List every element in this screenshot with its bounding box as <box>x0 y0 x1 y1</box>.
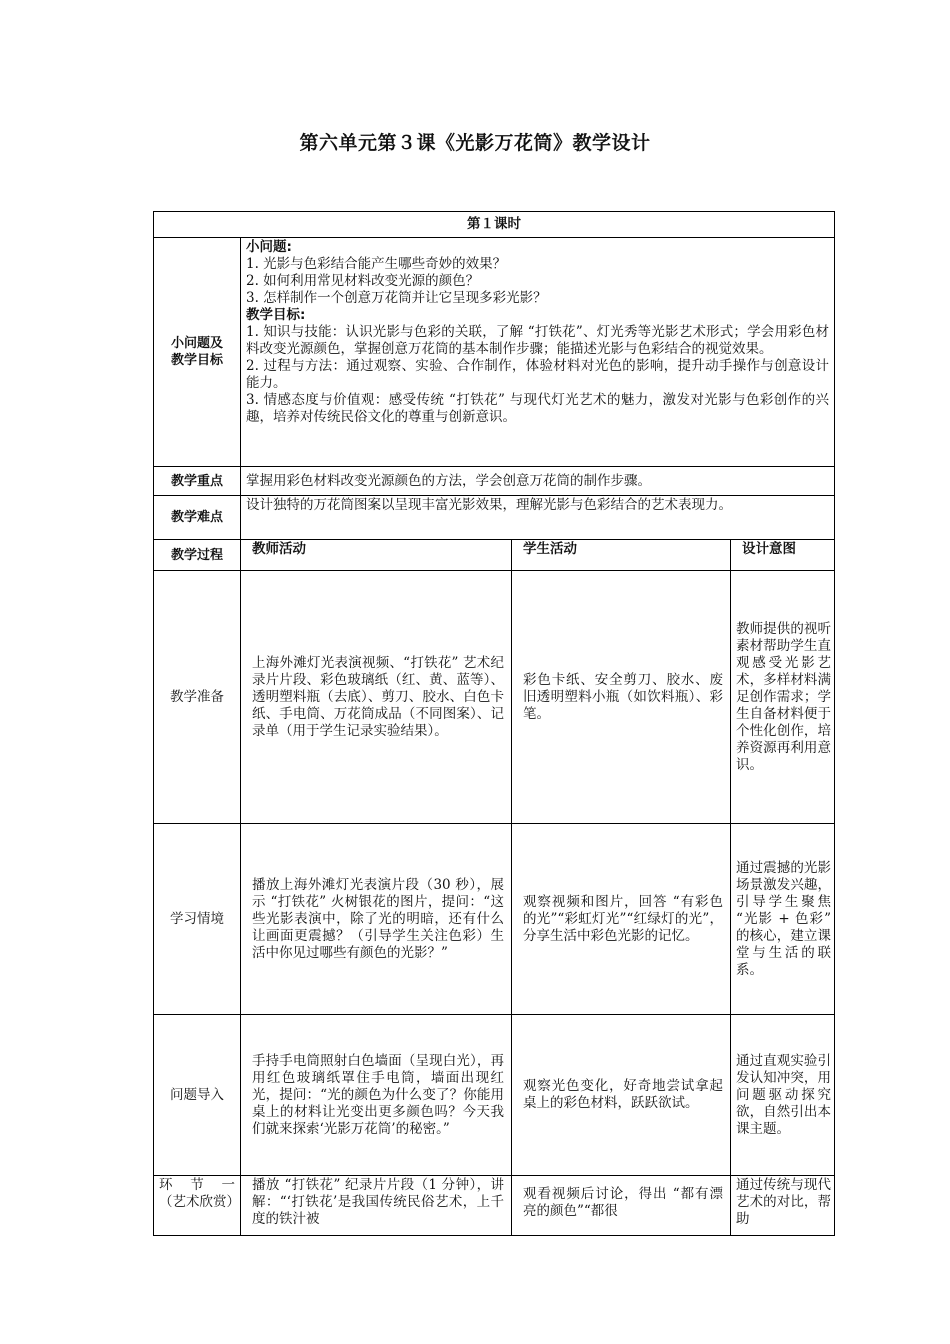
stage-label: 教学准备 <box>154 571 241 824</box>
goals-label-text: 小问题及 教学目标 <box>170 336 223 368</box>
objective-item: 3. 情感态度与价值观：感受传统 “打铁花” 与现代灯光艺术的魅力，激发对光影与色彩创作的兴趣，培养对传统民俗文化的尊重与创新意识。 <box>246 392 829 425</box>
column-header-teacher: 教师活动 <box>241 540 512 571</box>
key-point-row <box>154 467 835 496</box>
column-header-intent: 设计意图 <box>731 540 835 571</box>
design-intent: 教师提供的视听素材帮助学生直观感受光影艺术，多样材料满足创作需求；学生自备材料便于个性化创作，培养资源再利用意识。 <box>731 571 835 824</box>
teacher-activity: 播放上海外滩灯光表演片段（30 秒），展示 “打铁花” 火树银花的图片，提问：“这些光影表演中，除了光的明暗，还有什么让画面更震撼？（引导学生关注色彩）生活中你见过哪些有颜色的光影？” <box>241 824 512 1015</box>
document-title: 第六单元第３课《光影万花筒》教学设计 <box>299 132 651 154</box>
difficulty-text: 设计独特的万花筒图案以呈现丰富光影效果，理解光影与色彩结合的艺术表现力。 <box>241 496 835 540</box>
stage-label: 学习情境 <box>154 824 241 1015</box>
question-item: 1. 光影与色彩结合能产生哪些奇妙的效果？ <box>246 256 507 272</box>
teacher-activity: 上海外滩灯光表演视频、“打铁花” 艺术纪录片片段、彩色玻璃纸（红、黄、蓝等）、透明塑料瓶（去底）、剪刀、胶水、白色卡纸、手电筒、万花筒成品（不同图案）、记录单（用于学生记录实验结果）。 <box>241 571 512 824</box>
design-intent: 通过传统与现代艺术的对比，帮助 <box>731 1176 835 1236</box>
questions-heading: 小问题: <box>246 239 292 255</box>
goals-label <box>154 238 241 467</box>
process-label: 教学过程 <box>154 540 241 571</box>
process-row-situation <box>154 824 835 1015</box>
process-row-appreciation <box>154 1176 835 1236</box>
student-activity: 彩色卡纸、安全剪刀、胶水、废旧透明塑料小瓶（如饮料瓶）、彩笔。 <box>512 571 731 824</box>
difficulty-label: 教学难点 <box>154 496 241 540</box>
process-row-preparation <box>154 571 835 824</box>
objective-item: 2. 过程与方法：通过观察、实验、合作制作，体验材料对光色的影响，提升动手操作与创意设计能力。 <box>246 358 829 391</box>
key-point-text: 掌握用彩色材料改变光源颜色的方法，学会创意万花筒的制作步骤。 <box>241 467 835 496</box>
lesson-plan-table <box>153 211 835 1236</box>
student-activity: 观看视频后讨论，得出 “都有漂亮的颜色”“都很 <box>512 1176 731 1236</box>
process-header-row <box>154 540 835 571</box>
session-row <box>154 212 835 238</box>
objective-item: 1. 知识与技能：认识光影与色彩的关联，了解 “打铁花”、灯光秀等光影艺术形式；学会用彩色材料改变光源颜色，掌握创意万花筒的基本制作步骤；能描述光影与色彩结合的视觉效果。 <box>246 324 829 357</box>
session-label: 第１课时 <box>154 212 835 238</box>
goals-row <box>154 238 835 467</box>
question-item: 2. 如何利用常见材料改变光源的颜色？ <box>246 273 480 289</box>
column-header-student: 学生活动 <box>512 540 731 571</box>
key-point-label: 教学重点 <box>154 467 241 496</box>
design-intent: 通过直观实验引发认知冲突，用问题驱动探究欲，自然引出本课主题。 <box>731 1015 835 1176</box>
stage-label: 环 节 一（艺术欣赏） <box>154 1176 241 1236</box>
question-item: 3. 怎样制作一个创意万花筒并让它呈现多彩光影？ <box>246 290 547 306</box>
student-activity: 观察光色变化，好奇地尝试拿起桌上的彩色材料，跃跃欲试。 <box>512 1015 731 1176</box>
teacher-activity: 手持手电筒照射白色墙面（呈现白光），再用红色玻璃纸罩住手电筒，墙面出现红光，提问：“光的颜色为什么变了？你能用桌上的材料让光变出更多颜色吗？今天我们就来探索‘光影万花筒’的秘密。” <box>241 1015 512 1176</box>
difficulty-row <box>154 496 835 540</box>
design-intent: 通过震撼的光影场景激发兴趣，引导学生聚焦 “光影 + 色彩” 的核心，建立课堂与生活的联系。 <box>731 824 835 1015</box>
goals-content <box>241 238 835 467</box>
student-activity: 观察视频和图片，回答 “有彩色的光”“彩虹灯光”“红绿灯的光”，分享生活中彩色光影的记忆。 <box>512 824 731 1015</box>
process-row-introduction <box>154 1015 835 1176</box>
stage-label: 问题导入 <box>154 1015 241 1176</box>
objectives-heading: 教学目标: <box>246 307 306 323</box>
teacher-activity: 播放 “打铁花” 纪录片片段（1 分钟），讲解：“‘打铁花’是我国传统民俗艺术，上千度的铁汁被 <box>241 1176 512 1236</box>
